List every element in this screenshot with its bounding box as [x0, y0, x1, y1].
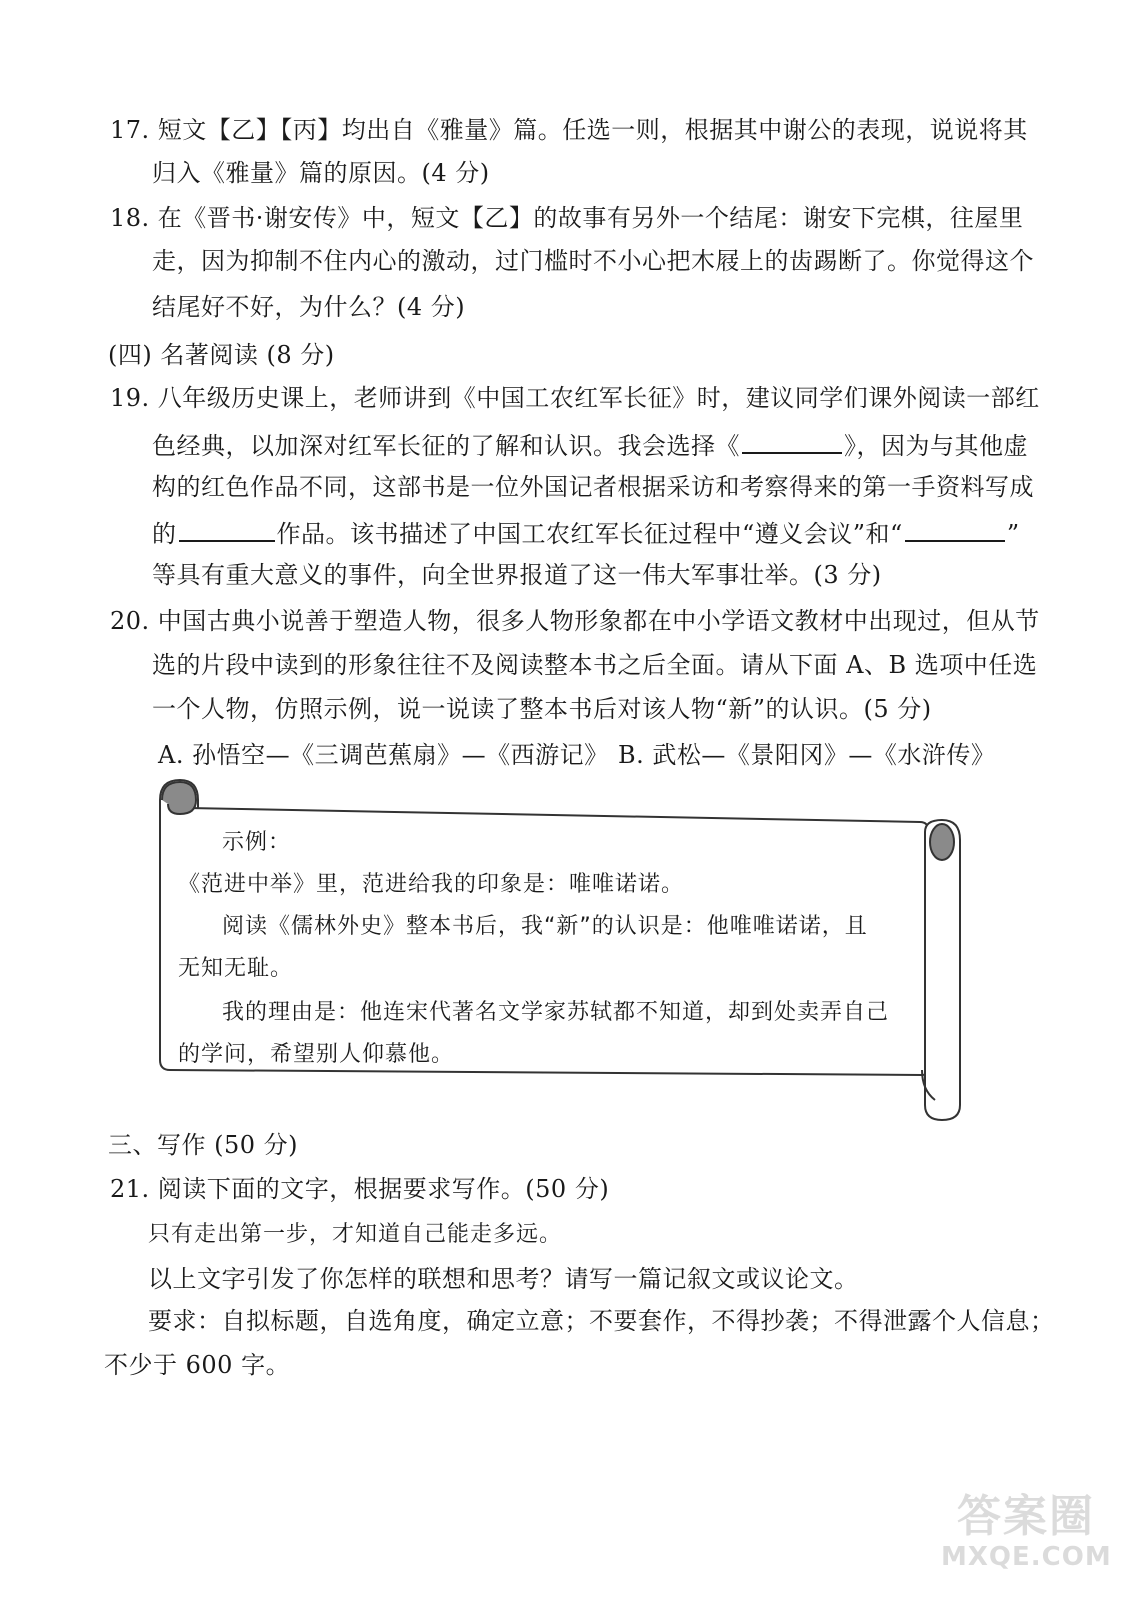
example-line-5: 的学问，希望别人仰慕他。 — [178, 1042, 455, 1067]
q19-line-3: 构的红色作品不同，这部书是一位外国记者根据采访和考察得来的第一手资料写成 — [152, 473, 1034, 501]
example-line-3: 无知无耻。 — [178, 956, 294, 981]
q18-line-2: 走，因为抑制不住内心的激动，过门槛时不小心把木屐上的齿踢断了。你觉得这个 — [152, 247, 1034, 275]
example-scroll-frame — [150, 770, 980, 1130]
q21-word-count: 不少于 600 字。 — [104, 1351, 291, 1379]
q19-line-4-text-a: 的 — [152, 520, 177, 548]
q21-prompt-quote: 只有走出第一步，才知道自己能走多远。 — [148, 1222, 563, 1247]
book-title-blank[interactable] — [742, 428, 842, 454]
watermark-domain: MXQE.COM — [941, 1542, 1112, 1572]
q19-line-1: 19. 八年级历史课上，老师讲到《中国工农红军长征》时，建议同学们课外阅读一部红 — [110, 384, 1040, 412]
watermark-logo-text: 答案圈 — [957, 1491, 1095, 1542]
q19-line-4 — [152, 516, 1020, 549]
q20-option-a: A. 孙悟空—《三调芭蕉扇》—《西游记》 — [158, 741, 609, 769]
q21-line-3: 以上文字引发了你怎样的联想和思考？请写一篇记叙文或议论文。 — [148, 1265, 859, 1293]
q21-line-1: 21. 阅读下面的文字，根据要求写作。(50 分) — [110, 1175, 610, 1203]
example-line-4: 我的理由是：他连宋代著名文学家苏轼都不知道，却到处卖弄自己 — [222, 1000, 890, 1025]
example-label: 示例： — [222, 830, 292, 855]
q17-line-1: 17. 短文【乙】【丙】均出自《雅量》篇。任选一则，根据其中谢公的表现，说说将其 — [110, 116, 1028, 144]
section-4-heading: (四) 名著阅读 (8 分) — [108, 341, 335, 369]
q18-line-3: 结尾好不好，为什么？(4 分) — [152, 293, 466, 321]
example-line-1: 《范进中举》里，范进给我的印象是：唯唯诺诺。 — [178, 872, 685, 897]
example-line-2: 阅读《儒林外史》整本书后，我“新”的认识是：他唯唯诺诺，且 — [222, 914, 868, 939]
q19-line-5: 等具有重大意义的事件，向全世界报道了这一伟大军事壮举。(3 分) — [152, 561, 882, 589]
q20-line-3: 一个人物，仿照示例，说一说读了整本书后对该人物“新”的认识。(5 分) — [152, 695, 932, 723]
q18-line-1: 18. 在《晋书·谢安传》中，短文【乙】的故事有另外一个结尾：谢安下完棋，往屋里 — [110, 204, 1024, 232]
q19-line-2-text-b: 》，因为与其他虚 — [844, 432, 1028, 460]
q19-line-2-text-a: 色经典，以加深对红军长征的了解和认识。我会选择《 — [152, 432, 740, 460]
event-blank[interactable] — [905, 516, 1005, 542]
q19-line-4-text-b: 作品。该书描述了中国工农红军长征过程中“遵义会议”和“ — [276, 520, 903, 548]
q20-option-b: B. 武松—《景阳冈》—《水浒传》 — [618, 741, 996, 769]
q20-line-2: 选的片段中读到的形象往往不及阅读整本书之后全面。请从下面 A、B 选项中任选 — [152, 651, 1038, 679]
q20-line-1: 20. 中国古典小说善于塑造人物，很多人物形象都在中小学语文教材中出现过，但从节 — [110, 607, 1040, 635]
q19-line-4-text-c: ” — [1006, 520, 1020, 548]
q17-line-2: 归入《雅量》篇的原因。(4 分) — [152, 159, 490, 187]
q19-line-2 — [152, 428, 1028, 461]
genre-blank[interactable] — [179, 516, 275, 542]
q21-requirements: 要求：自拟标题，自选角度，确定立意；不要套作，不得抄袭；不得泄露个人信息； — [148, 1307, 1055, 1335]
site-watermark — [941, 1492, 1111, 1582]
section-3-heading: 三、写作 (50 分) — [108, 1131, 299, 1159]
